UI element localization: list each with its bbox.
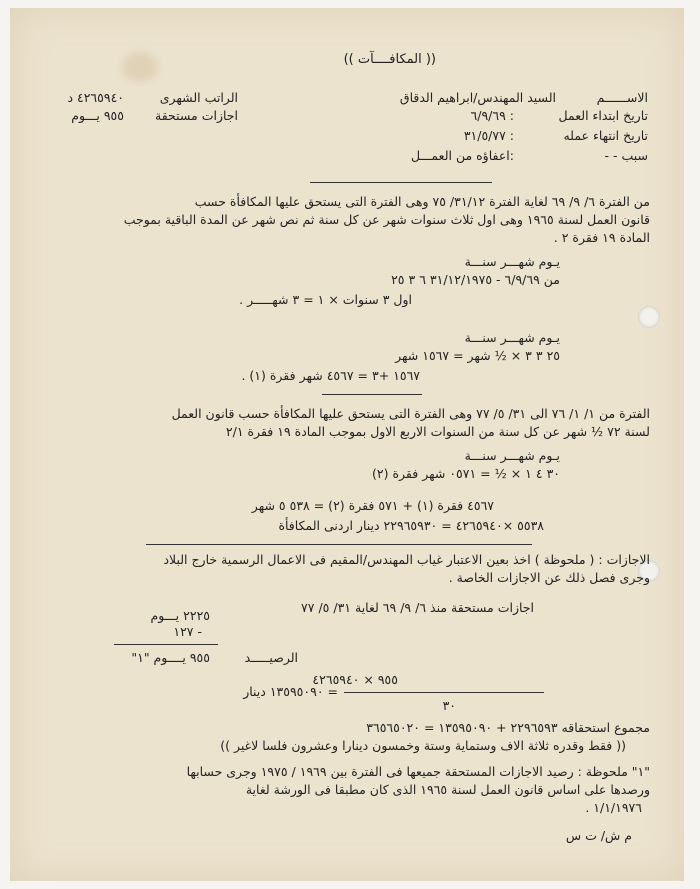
- fraction-bar: [344, 692, 544, 693]
- note-line3: ١/١/١٩٧٦ .: [585, 800, 642, 815]
- end-label: تاريخ انتهاء عمله: [563, 128, 648, 143]
- section2-row2: ٤٥٦٧ فقرة (١) + ٥٧١ فقرة (٢) = ٥٣٨ ٥ شهر: [251, 498, 494, 513]
- section1-row2: اول ٣ سنوات × ١ = ٣ شهـــــر .: [239, 292, 412, 307]
- fraction-denominator: ٣٠: [442, 698, 456, 713]
- section1-col-heads: يـوم شهـــر سنـــة: [464, 254, 560, 269]
- section3-line1: الاجازات : ( ملحوظة ) اخذ بعين الاعتبار غياب المهندس/المقيم فى الاعمال الرسمية خارج البلاد: [163, 552, 650, 567]
- balance-value: ٩٥٥ يــــوم "١": [131, 650, 210, 665]
- salary-value: ٤٢٦٥٩٤٠ د: [67, 90, 124, 105]
- leave-value: ٩٥٥ يـــوم: [71, 108, 124, 123]
- section1-row4: ١٥٦٧ +٣ = ٤٥٦٧ شهر فقرة (١) .: [241, 368, 420, 383]
- section1-line3: المادة ١٩ فقرة ٢ .: [553, 230, 650, 245]
- name-label: الاســــــم: [596, 90, 648, 105]
- reason-label: سبب - -: [604, 148, 648, 163]
- name-value: السيد المهندس/ابراهيم الدقاق: [399, 90, 556, 105]
- divider: [146, 544, 532, 545]
- total-in-words: (( فقط وقدره ثلاثة الاف وستماية وستة وخمسون دينارا وعشرون فلسا لاغير )): [220, 738, 626, 753]
- salary-label: الراتب الشهرى: [159, 90, 238, 105]
- section3-line2: وجرى فصل ذلك عن الاجازات الخاصة .: [448, 570, 650, 585]
- sum-line: [114, 644, 218, 645]
- end-value: : ٣١/٥/٧٧: [463, 128, 514, 143]
- leave-deduction: - ١٢٧: [173, 624, 202, 639]
- leave-total: ٢٢٢٥ يـــوم: [150, 608, 210, 623]
- section1-line2: قانون العمل لسنة ١٩٦٥ وهى اول ثلاث سنوات شهر عن كل سنة ثم نص شهر عن المدة الباقية بموجب: [123, 212, 650, 227]
- section1-row3: ٢٥ ٣ ٣ × ½ شهر = ١٥٦٧ شهر: [395, 348, 560, 363]
- balance-label: الرصيـــــد: [244, 650, 298, 665]
- note-line2: ورصدها على اساس قانون العمل لسنة ١٩٦٥ الذى كان مطبقا فى الورشة لغاية: [245, 782, 650, 797]
- section2-col-heads: يـوم شهـــر سنـــة: [464, 448, 560, 463]
- note-line1: "١" ملحوظة : رصيد الاجازات المستحقة جميعها فى الفترة بين ١٩٦٩ / ١٩٧٥ وجرى حسابها: [186, 764, 650, 779]
- fraction-result: = ١٣٥٩٥٠٩٠ دينار: [243, 684, 338, 699]
- start-label: تاريخ ابتداء العمل: [558, 108, 648, 123]
- section2-row3: ٥٥٣٨ ×٤٢٦٥٩٤٠ = ٢٢٩٦٥٩٣٠ دينار اردنى المكافأة: [278, 518, 544, 533]
- section2-line1: الفترة من ١/ ١/ ٧٦ الى ٣١/ ٥/ ٧٧ وهى الفترة التى يستحق عليها المكافأة حسب قانون العمل: [171, 406, 650, 421]
- section1-col-heads-2: يـوم شهـــر سنـــة: [464, 330, 560, 345]
- section2-line2: لسنة ٧٢ ½ شهر عن كل سنة من السنوات الاربع الاول بموجب المادة ١٩ فقرة ٢/١: [225, 424, 650, 439]
- divider: [310, 182, 492, 183]
- leave-period: اجازات مستحقة منذ ٦/ ٩/ ٦٩ لغاية ٣١/ ٥/ ٧٧: [301, 600, 534, 615]
- document-page: [10, 8, 684, 881]
- punch-hole-top: [638, 306, 660, 328]
- fraction-numerator: ٩٥٥ × ٤٢٦٥٩٤٠: [312, 672, 398, 687]
- leave-label: اجازات مستحقة: [155, 108, 238, 123]
- stain: [122, 52, 158, 82]
- section1-row1: من ٦/٩/٦٩ - ٣١/١٢/١٩٧٥ ٦ ٣ ٢٥: [391, 272, 560, 287]
- total-entitlement: مجموع استحقاقه ٢٢٩٦٥٩٣ + ١٣٥٩٥٠٩٠ = ٣٦٥٦٥٠٢٠: [366, 720, 650, 735]
- section2-row1: ٣٠ ٤ ١ × ½ = ٠٥٧١ شهر فقرة (٢): [372, 466, 560, 481]
- divider: [322, 394, 422, 395]
- start-value: : ٦/٩/٦٩: [470, 108, 514, 123]
- document-title: (( المكافــــآت )): [343, 52, 436, 67]
- reason-value: :اعفاؤه من العمـــل: [410, 148, 514, 163]
- initials: م ش/ ت س: [565, 828, 632, 843]
- section1-line1: من الفترة ٦/ ٩/ ٦٩ لغاية الفترة ٣١/١٢/ ٧٥ وهى الفترة التى يستحق عليها المكافأة حسب: [194, 194, 650, 209]
